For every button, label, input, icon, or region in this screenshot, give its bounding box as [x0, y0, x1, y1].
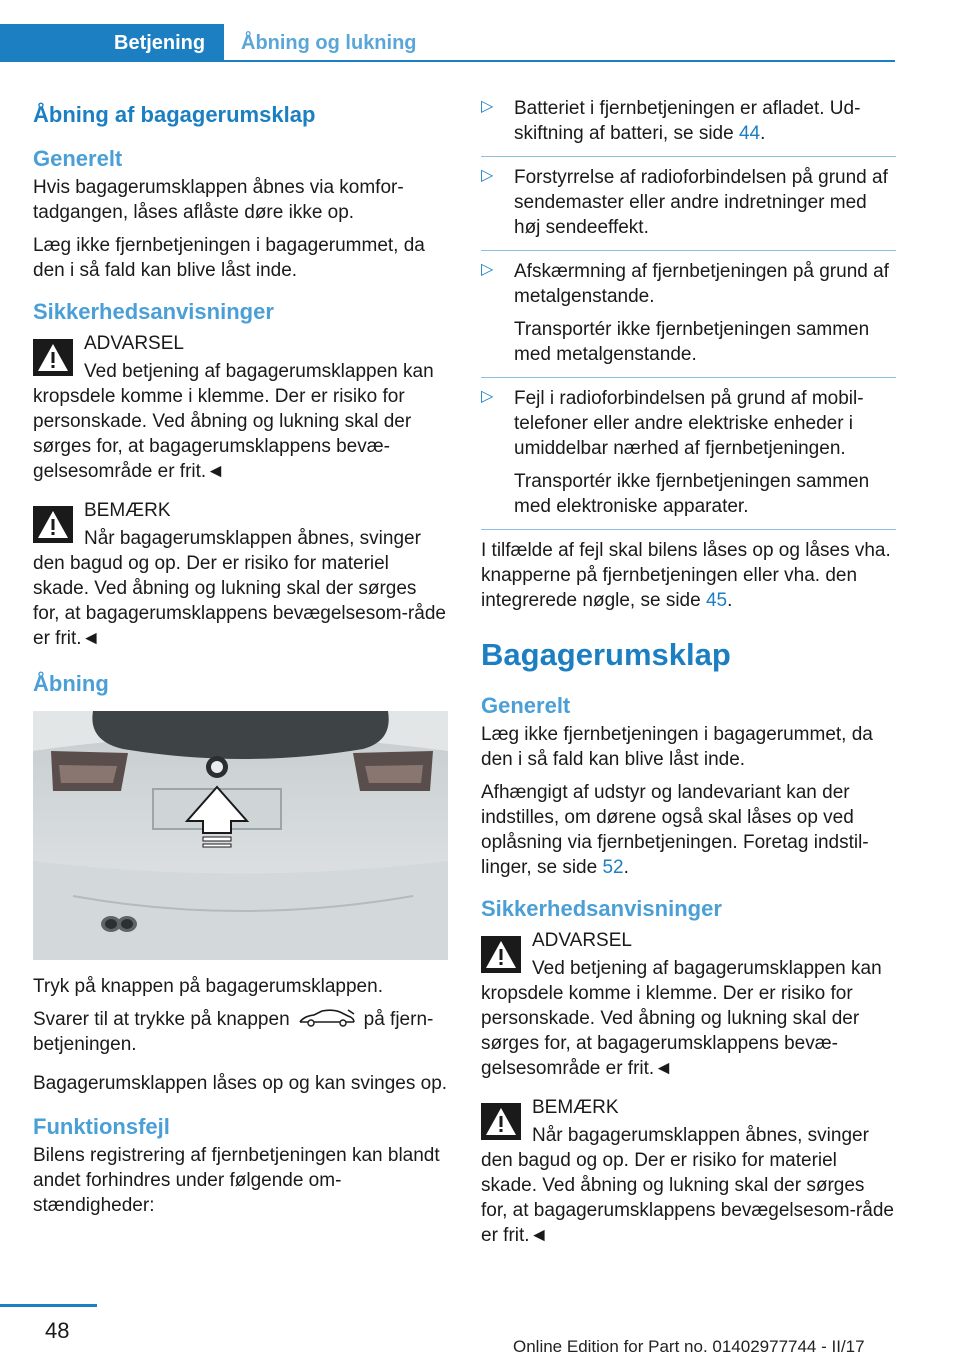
warning-text: Når bagagerumsklappen åbnes, svinger den bagud og op. Der er risiko for materiel skade. Ved åbning og lukning skal der sørges for, at bagagerumsklappens bevægelsesom-råde er frit.◄ — [481, 1125, 894, 1246]
footer-divider — [0, 1304, 97, 1307]
safety-heading: Sikkerhedsanvisninger — [33, 299, 274, 324]
generelt-paragraph-2: Læg ikke fjernbetjeningen i bagagerummet, da den i så fald kan blive låst inde. — [33, 235, 425, 281]
warning-box-bemaerk — [33, 498, 448, 651]
right-column — [481, 96, 896, 1262]
page-number: 48 — [45, 1318, 70, 1343]
warning-box-bemaerk — [481, 1095, 896, 1248]
subsection-tab: Åbning og lukning — [241, 32, 417, 54]
fault-text-after: . — [727, 590, 733, 611]
generelt-paragraph-2-main: Afhængigt af udstyr og landevariant kan der indstilles, om dørene også skal låses op ved oplåsning via fjernbetjeningen. Foretag indstil-linger, se side — [481, 782, 869, 878]
car-tailgate-icon — [33, 711, 448, 960]
triangle-right-icon: ▷ — [481, 98, 494, 115]
unlock-text: Bagagerumsklappen låses op og kan svinges op. — [33, 1073, 448, 1094]
malfunction-text: Bilens registrering af fjernbetjeningen kan blandt andet forhindres under følgende om-stændigheder: — [33, 1145, 440, 1216]
car-tailgate-key-icon — [298, 1008, 356, 1028]
triangle-right-icon: ▷ — [481, 388, 494, 405]
generelt-paragraph-2 — [481, 780, 896, 880]
remote-text — [33, 1007, 448, 1057]
bullet-text — [514, 96, 896, 146]
bullet-item — [481, 259, 896, 378]
header-divider — [224, 60, 895, 62]
bagagerumsklap-heading: Bagagerumsklap — [481, 637, 731, 672]
remote-text-a: Svarer til at trykke på knappen — [33, 1009, 290, 1030]
warning-title: BEMÆRK — [84, 500, 171, 521]
edition-text: Online Edition for Part no. 01402977744 - II/17 — [513, 1337, 865, 1356]
bullet-item — [481, 96, 896, 157]
bullet-text: Fejl i radioforbindelsen på grund af mobil-telefoner eller andre elektriske enheder i umiddelbar nærhed af fjernbetjeningen. — [514, 388, 864, 459]
remote-text-b: på fjern-betjeningen. — [33, 1009, 434, 1055]
warning-text: Når bagagerumsklappen åbnes, svinger den bagud og op. Der er risiko for materiel skade. Ved åbning og lukning skal der sørges for, at bagagerumsklappens bevægelsesom-råde er frit.◄ — [33, 528, 446, 649]
bullet-item — [481, 386, 896, 530]
generelt-paragraph-1: Læg ikke fjernbetjeningen i bagagerummet, da den i så fald kan blive låst inde. — [481, 724, 873, 770]
car-tailgate-figure — [33, 711, 448, 960]
bullet-text-after: . — [760, 123, 766, 144]
fault-text-main: I tilfælde af fejl skal bilens låses op og låses vha. knapperne på fjernbetjeningen eller vha. den integrerede nøgle, se side — [481, 540, 891, 611]
bullet-subtext: Transportér ikke fjernbetjeningen sammen med elektroniske apparater. — [514, 471, 870, 517]
triangle-right-icon: ▷ — [481, 261, 494, 278]
warning-triangle-icon — [481, 1103, 521, 1140]
bullet-text-main: Batteriet i fjernbetjeningen er afladet. Ud-skiftning af batteri, se side — [514, 98, 861, 144]
generelt-heading: Generelt — [33, 146, 123, 171]
opening-heading: Åbning — [33, 671, 109, 696]
triangle-right-icon: ▷ — [481, 167, 494, 184]
warning-text: Ved betjening af bagagerumsklappen kan kropsdele komme i klemme. Der er risiko for personskade. Ved åbning og lukning skal der sørges for, at bagagerumsklappens bevæ-gelsesområde er frit.◄ — [481, 958, 882, 1079]
warning-title: BEMÆRK — [532, 1097, 619, 1118]
generelt-paragraph-2-after: . — [623, 857, 629, 878]
warning-box-advarsel — [33, 331, 448, 484]
page-link-45[interactable]: 45 — [705, 590, 728, 611]
page-link-44[interactable]: 44 — [738, 123, 761, 144]
press-text: Tryk på knappen på bagagerumsklappen. — [33, 976, 383, 997]
section-title: Åbning af bagagerumsklap — [33, 102, 316, 127]
malfunction-heading: Funktionsfejl — [33, 1114, 170, 1139]
warning-box-advarsel — [481, 928, 896, 1081]
fault-text — [481, 538, 896, 613]
bullet-subtext: Transportér ikke fjernbetjeningen sammen med metalgenstande. — [514, 319, 870, 365]
bullet-text: Forstyrrelse af radioforbindelsen på grund af sendemaster eller andre indretninger med høj sendeeffekt. — [514, 167, 888, 238]
warning-text: Ved betjening af bagagerumsklappen kan kropsdele komme i klemme. Der er risiko for personskade. Ved åbning og lukning skal der sørges for, at bagagerumsklappens bevæ-gelsesområde er frit.◄ — [33, 361, 434, 482]
warning-triangle-icon — [33, 339, 73, 376]
warning-triangle-icon — [481, 936, 521, 973]
warning-title: ADVARSEL — [84, 333, 184, 354]
bullet-text: Afskærmning af fjernbetjeningen på grund af metalgenstande. — [514, 261, 889, 307]
left-column — [33, 96, 448, 1226]
page-header — [0, 24, 895, 62]
section-tab: Betjening — [0, 24, 224, 62]
generelt-heading: Generelt — [481, 693, 571, 718]
page-link-52[interactable]: 52 — [602, 857, 624, 878]
safety-heading: Sikkerhedsanvisninger — [481, 896, 722, 921]
warning-triangle-icon — [33, 506, 73, 543]
bullet-item — [481, 165, 896, 251]
warning-title: ADVARSEL — [532, 930, 632, 951]
generelt-paragraph-1: Hvis bagagerumsklappen åbnes via komfor-tadgangen, låses aflåste døre ikke op. — [33, 177, 404, 223]
